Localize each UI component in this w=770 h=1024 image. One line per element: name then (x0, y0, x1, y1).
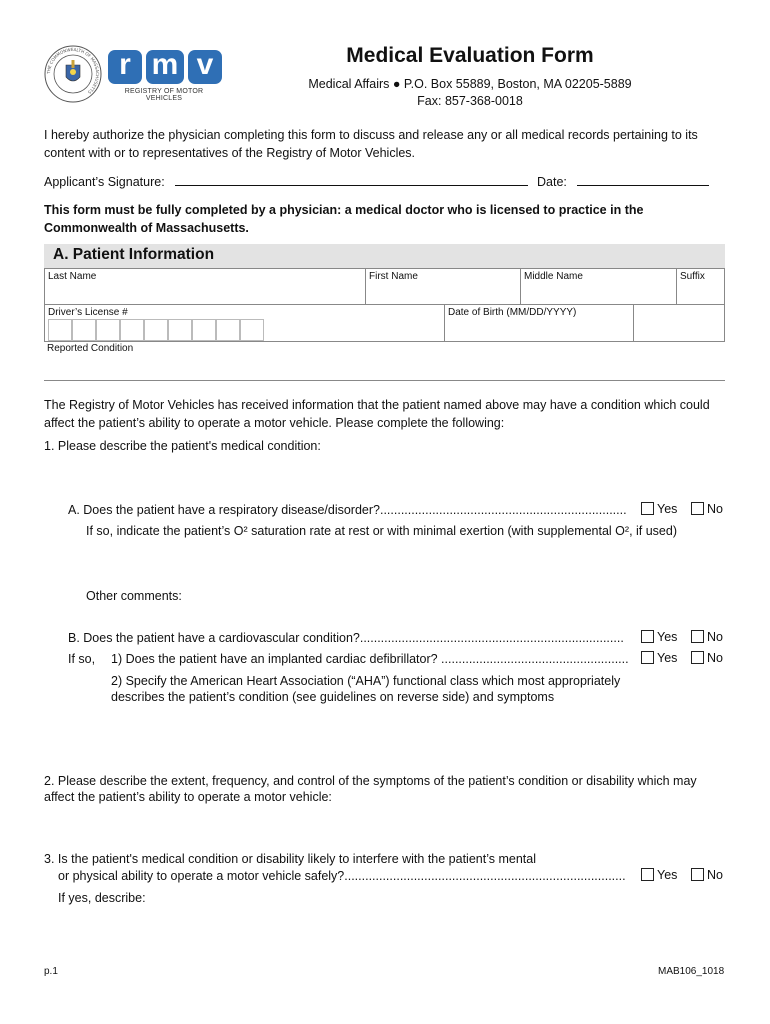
yes-label: Yes (657, 868, 678, 882)
last-name-field[interactable] (44, 268, 366, 305)
question-1b-2 (111, 673, 620, 705)
rmv-logo-letter: m (146, 50, 184, 84)
page-number: p.1 (44, 966, 58, 977)
question-1b-2-line: 2) Specify the American Heart Association (“AHA”) functional class which most appropriately (111, 674, 621, 688)
checkbox[interactable] (691, 868, 704, 881)
fax-line: Fax: 857-368-0018 (417, 94, 523, 108)
q1a-yes[interactable] (641, 502, 677, 516)
seal-text: THE COMMONWEALTH OF MASSACHUSETTS (45, 46, 101, 95)
yes-label: Yes (657, 502, 678, 516)
last-name-label: Last Name (48, 271, 97, 282)
first-name-label: First Name (369, 271, 418, 282)
license-digit-box[interactable] (72, 319, 96, 341)
form-title: Medical Evaluation Form (346, 44, 594, 67)
reported-condition-label: Reported Condition (47, 343, 134, 354)
dob-field[interactable] (444, 304, 634, 342)
no-label: No (707, 630, 723, 644)
license-digit-box[interactable] (96, 319, 120, 341)
license-digit-box[interactable] (216, 319, 240, 341)
middle-name-label: Middle Name (524, 271, 583, 282)
if-so-label: If so, (68, 652, 96, 666)
q1b-no[interactable] (691, 630, 723, 644)
rmv-logo-subtitle: REGISTRY OF MOTOR VEHICLES (124, 88, 204, 102)
other-comments-label: Other comments: (86, 589, 182, 603)
address-block (295, 76, 645, 110)
if-yes-describe-label: If yes, describe: (58, 891, 146, 905)
question-1b: B. Does the patient have a cardiovascular condition?............................................................................ (68, 631, 624, 645)
date-field[interactable] (577, 185, 709, 186)
q3-yes[interactable] (641, 868, 677, 882)
license-digit-box[interactable] (120, 319, 144, 341)
rmv-logo-letter: v (188, 50, 222, 84)
question-2: 2. Please describe the extent, frequency, and control of the symptoms of the patient’s condition or disability which may affect the patient’s ability to operate a motor vehicle: (44, 774, 697, 804)
no-label: No (707, 651, 723, 665)
signature-field[interactable] (175, 185, 528, 186)
license-digit-box[interactable] (48, 319, 72, 341)
license-digit-box[interactable] (240, 319, 264, 341)
yes-label: Yes (657, 651, 678, 665)
authorization-text: I hereby authorize the physician completing this form to discuss and release any or all medical records pertaining to its content with or to representatives of the Registry of Motor Vehicles. (44, 128, 698, 160)
checkbox[interactable] (641, 868, 654, 881)
suffix-field[interactable] (676, 268, 725, 305)
reported-condition-field[interactable] (44, 341, 725, 381)
checkbox[interactable] (641, 630, 654, 643)
suffix-label: Suffix (680, 271, 705, 282)
signature-label: Applicant’s Signature: (44, 175, 165, 189)
checkbox[interactable] (641, 502, 654, 515)
question-3-line2: or physical ability to operate a motor vehicle safely?................................................................................. (58, 869, 626, 883)
no-label: No (707, 868, 723, 882)
physician-notice: This form must be fully completed by a physician: a medical doctor who is licensed to practice in the Commonwealth of Massachusetts. (44, 203, 644, 235)
license-digit-box[interactable] (144, 319, 168, 341)
q1b1-yes[interactable] (641, 651, 677, 665)
address-line: Medical Affairs ● P.O. Box 55889, Boston, MA 02205-5889 (308, 77, 632, 91)
rmv-logo-letter: r (108, 50, 142, 84)
question-1b-1: 1) Does the patient have an implanted cardiac defibrillator? ...................................................... (111, 652, 629, 666)
checkbox[interactable] (641, 651, 654, 664)
license-digit-box[interactable] (168, 319, 192, 341)
question-1b-2-line: describes the patient’s condition (see guidelines on reverse side) and symptoms (111, 690, 555, 704)
q1b1-no[interactable] (691, 651, 723, 665)
dob-extra-cell (633, 304, 725, 342)
rmv-logo (108, 50, 220, 100)
checkbox[interactable] (691, 630, 704, 643)
q3-no[interactable] (691, 868, 723, 882)
question-1a-sub: If so, indicate the patient’s O² saturation rate at rest or with minimal exertion (with supplemental O², if used) (86, 524, 678, 538)
license-digit-box[interactable] (192, 319, 216, 341)
intro-text: The Registry of Motor Vehicles has received information that the patient named above may have a condition which could affect the patient’s ability to operate a motor vehicle. Please complete the following: (44, 398, 710, 430)
date-label: Date: (537, 175, 567, 189)
q1a-no[interactable] (691, 502, 723, 516)
question-1: 1. Please describe the patient's medical condition: (44, 439, 321, 453)
q1b-yes[interactable] (641, 630, 677, 644)
yes-label: Yes (657, 630, 678, 644)
question-3-line1: 3. Is the patient's medical condition or disability likely to interfere with the patient’s mental (44, 852, 536, 866)
question-1a: A. Does the patient have a respiratory disease/disorder?....................................................................... (68, 503, 627, 517)
massachusetts-seal-logo (44, 45, 102, 103)
checkbox[interactable] (691, 502, 704, 515)
middle-name-field[interactable] (520, 268, 677, 305)
section-a-title: A. Patient Information (53, 246, 215, 263)
dob-label: Date of Birth (MM/DD/YYYY) (448, 307, 577, 318)
drivers-license-label: Driver’s License # (48, 307, 128, 318)
no-label: No (707, 502, 723, 516)
form-code: MAB106_1018 (658, 966, 725, 977)
first-name-field[interactable] (365, 268, 521, 305)
checkbox[interactable] (691, 651, 704, 664)
